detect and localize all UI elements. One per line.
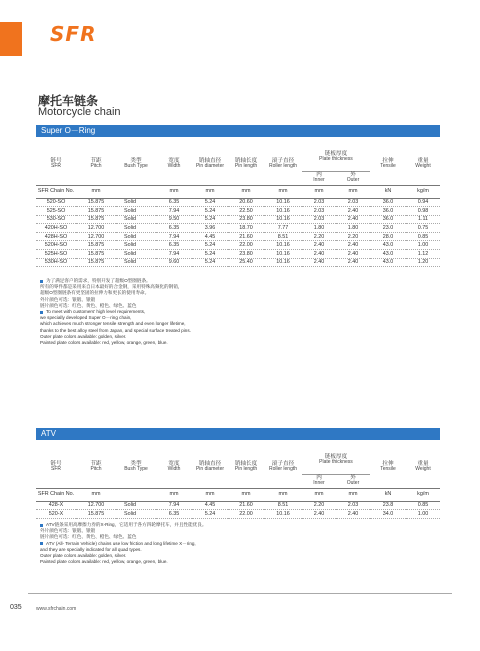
hdr-weight: 重量 Weight <box>406 143 440 185</box>
page-number: 035 <box>10 604 22 611</box>
table-row <box>36 258 440 267</box>
table-cell: 9.60 <box>156 258 192 267</box>
table-cell: 420H-SO <box>36 224 76 233</box>
table-cell: 22.50 <box>228 207 264 216</box>
table-cell: 23.80 <box>228 215 264 224</box>
table-cell: 15.875 <box>76 250 116 259</box>
table-cell: 6.35 <box>156 198 192 207</box>
table-cell: 20.60 <box>228 198 264 207</box>
hdr-pitch: 节距 Pitch <box>76 143 116 185</box>
table-cell: 4.45 <box>192 501 228 510</box>
table-row <box>36 510 440 519</box>
section-bar-super-o-ring: Super O－Ring <box>36 125 440 137</box>
table-row <box>36 224 440 233</box>
table-row <box>36 207 440 216</box>
table-cell: 2.20 <box>302 501 336 510</box>
table-cell: 2.40 <box>336 215 370 224</box>
table-cell: 2.40 <box>302 250 336 259</box>
table-cell: 10.16 <box>264 207 302 216</box>
table-cell: 2.03 <box>302 198 336 207</box>
website-url: www.sfrchain.com <box>36 606 77 612</box>
table-cell: 1.00 <box>406 510 440 519</box>
table-cell: 7.94 <box>156 250 192 259</box>
table-cell: 2.40 <box>336 250 370 259</box>
table-cell: 7.77 <box>264 224 302 233</box>
table-cell: 22.00 <box>228 241 264 250</box>
table-cell: 0.94 <box>406 198 440 207</box>
table-cell: 7.94 <box>156 501 192 510</box>
table-cell: 1.00 <box>406 241 440 250</box>
table-cell: 34.0 <box>370 510 406 519</box>
hdr-type: 类型 Bush Type <box>116 143 156 185</box>
table-cell: 18.70 <box>228 224 264 233</box>
super-o-ring-notes: 为了满足客户的需求，特别开发了超级O型圈链条。 所有的零件都是采用来自日本最好的合金钢，采用特殊高频化的钢销， 超级O型圈链条有更坚固的拉伸力和更长的使用寿命。 外片颜色可选：银锻、银锻 链片颜色可选：红色、黄色、橙色、绿色、蓝色 To meet with customers' high level requirements, we specially developed Super O－ring chain, which achieves much stronger tensile strength and even longer lifetime, thanks to the best alloy steel from Japan, and special surface treated pins. Outer plate colors available: golden, silver. Painted plate colors available: red, yellow, orange, green, blue. <box>40 278 440 346</box>
table-cell: 5.24 <box>192 207 228 216</box>
table-cell: Solid <box>116 241 156 250</box>
sfr-logo: SFR <box>50 22 97 46</box>
table-cell: 530H-SO <box>36 258 76 267</box>
page-title-en: Motorcycle chain <box>38 106 121 118</box>
table-cell: 2.20 <box>302 232 336 241</box>
super-o-ring-rows <box>36 198 440 267</box>
table-cell: 6.35 <box>156 510 192 519</box>
table-cell: 15.875 <box>76 510 116 519</box>
table-cell: 5.24 <box>192 215 228 224</box>
table-cell: 10.16 <box>264 215 302 224</box>
table-cell: 6.35 <box>156 224 192 233</box>
table-cell: 36.0 <box>370 215 406 224</box>
table-row <box>36 250 440 259</box>
table-cell: 10.16 <box>264 241 302 250</box>
hdr-pin-diameter: 销轴直径 Pin diameter <box>192 143 228 185</box>
super-o-ring-table <box>36 143 440 267</box>
table-cell: 428H-SO <box>36 232 76 241</box>
footer-rule <box>28 593 452 594</box>
table-cell: 525H-SO <box>36 250 76 259</box>
table-cell: 22.00 <box>228 510 264 519</box>
table-cell: 36.0 <box>370 207 406 216</box>
table-cell: 5.24 <box>192 198 228 207</box>
hdr-width: 宽度 Width <box>156 143 192 185</box>
table-cell: 10.16 <box>264 258 302 267</box>
hdr-outer: 外 Outer <box>336 171 370 185</box>
table-cell: 21.60 <box>228 501 264 510</box>
table-cell: 2.40 <box>302 241 336 250</box>
atv-rows <box>36 501 440 518</box>
table-cell: 10.16 <box>264 250 302 259</box>
table-cell: 520-SO <box>36 198 76 207</box>
table-cell: 43.0 <box>370 250 406 259</box>
table-cell: Solid <box>116 215 156 224</box>
table-cell: 0.85 <box>406 501 440 510</box>
table-cell: 5.24 <box>192 250 228 259</box>
table-cell: Solid <box>116 207 156 216</box>
table-cell: 9.50 <box>156 215 192 224</box>
table-cell: 1.20 <box>406 258 440 267</box>
table-cell: 2.03 <box>336 501 370 510</box>
table-cell: 28.0 <box>370 232 406 241</box>
table-cell: 1.12 <box>406 250 440 259</box>
table-cell: 520H-SO <box>36 241 76 250</box>
table-row <box>36 501 440 510</box>
table-cell: 2.03 <box>336 198 370 207</box>
table-cell: 1.80 <box>336 224 370 233</box>
table-cell: 15.875 <box>76 241 116 250</box>
table-cell: 10.16 <box>264 510 302 519</box>
table-cell: 12.700 <box>76 224 116 233</box>
table-cell: 36.0 <box>370 198 406 207</box>
table-cell: 5.24 <box>192 241 228 250</box>
table-cell: 0.98 <box>406 207 440 216</box>
table-cell: Solid <box>116 232 156 241</box>
table-cell: 23.8 <box>370 501 406 510</box>
table-cell: 0.85 <box>406 232 440 241</box>
table-cell: 43.0 <box>370 241 406 250</box>
table-cell: 2.40 <box>302 510 336 519</box>
hdr-plate-thickness: 链板厚度 Plate thickness <box>302 143 370 171</box>
table-cell: 10.16 <box>264 198 302 207</box>
table-cell: 6.35 <box>156 241 192 250</box>
table-cell: 2.03 <box>302 207 336 216</box>
table-cell: Solid <box>116 510 156 519</box>
table-cell: 15.875 <box>76 198 116 207</box>
table-cell: 0.75 <box>406 224 440 233</box>
table-cell: 25.40 <box>228 258 264 267</box>
table-cell: 12.700 <box>76 501 116 510</box>
hdr-tensile: 拉伸 Tensile <box>370 143 406 185</box>
table-cell: 2.40 <box>336 258 370 267</box>
table-row <box>36 198 440 207</box>
table-cell: 1.11 <box>406 215 440 224</box>
table-cell: 3.96 <box>192 224 228 233</box>
hdr-inner: 内 Inner <box>302 171 336 185</box>
table-cell: 525-SO <box>36 207 76 216</box>
table-cell: 5.24 <box>192 258 228 267</box>
section-bar-atv: ATV <box>36 428 440 440</box>
hdr-model: 链号 SFR <box>36 143 76 185</box>
table-cell: 520-X <box>36 510 76 519</box>
table-row <box>36 232 440 241</box>
table-cell: 5.24 <box>192 510 228 519</box>
table-cell: 2.40 <box>336 207 370 216</box>
table-cell: 23.80 <box>228 250 264 259</box>
table-cell: Solid <box>116 198 156 207</box>
table-cell: 8.51 <box>264 501 302 510</box>
table-row <box>36 241 440 250</box>
table-cell: 15.875 <box>76 207 116 216</box>
table-cell: 2.20 <box>336 232 370 241</box>
table-cell: 2.40 <box>302 258 336 267</box>
table-cell: Solid <box>116 501 156 510</box>
table-cell: 21.60 <box>228 232 264 241</box>
hdr-roller: 滚子直径 Roller length <box>264 143 302 185</box>
page-title-cn: 摩托车链条 <box>38 94 99 108</box>
orange-corner-block <box>0 22 22 56</box>
table-cell: Solid <box>116 250 156 259</box>
table-cell: 15.875 <box>76 258 116 267</box>
table-cell: 7.94 <box>156 232 192 241</box>
table-cell: 23.0 <box>370 224 406 233</box>
table-cell: 7.94 <box>156 207 192 216</box>
atv-notes: ATV链条采用高摩擦力券的X-Ring，它适用于各方四轮摩托车，并且性能优良。 外片颜色可选：银锻、银锻 链片颜色可选：红色、黄色、橙色、绿色、蓝色 ATV (All- Terrain Vehicle) chains use low friction and long lifetime X－ring, and they are specially indicated for all quad types. Outer plate colors available: golden, silver. Painted plate colors available: red, yellow, orange, green, blue. <box>40 522 440 565</box>
table-cell: 2.40 <box>336 241 370 250</box>
table-cell: 428-X <box>36 501 76 510</box>
table-row <box>36 215 440 224</box>
table-cell: 2.03 <box>302 215 336 224</box>
table-cell: 12.700 <box>76 232 116 241</box>
table-cell: 1.80 <box>302 224 336 233</box>
table-cell: 530-SO <box>36 215 76 224</box>
table-cell: 8.51 <box>264 232 302 241</box>
table-cell: Solid <box>116 224 156 233</box>
hdr-pin-length: 销轴长度 Pin length <box>228 143 264 185</box>
table-cell: Solid <box>116 258 156 267</box>
table-cell: 4.45 <box>192 232 228 241</box>
table-cell: 15.875 <box>76 215 116 224</box>
units-row: SFR Chain No. mm mm mm mm mm mm mm kN kg/m <box>36 185 440 198</box>
atv-table: 链号 SFR 节距 Pitch 类型 Bush Type 宽度 Width 销轴直径 Pin diameter 销轴长度 Pin length 滚子直径 Roller length 链板厚度 Plate thickness 拉伸 Tensile 重量 Weight 内 Inner 外 Outer SFR Chain No. mm mm mm mm mm mm mm kN kg/m 428-X 12.700 Solid 7.94 4.45 21.60 8.51 2.20 2.03 23.8 0.85 520-X 15.875 Solid 6.35 5.24 22.00 10.16 2.40 2.40 34.0 1.00 <box>36 446 440 519</box>
table-cell: 2.40 <box>336 510 370 519</box>
table-cell: 43.0 <box>370 258 406 267</box>
